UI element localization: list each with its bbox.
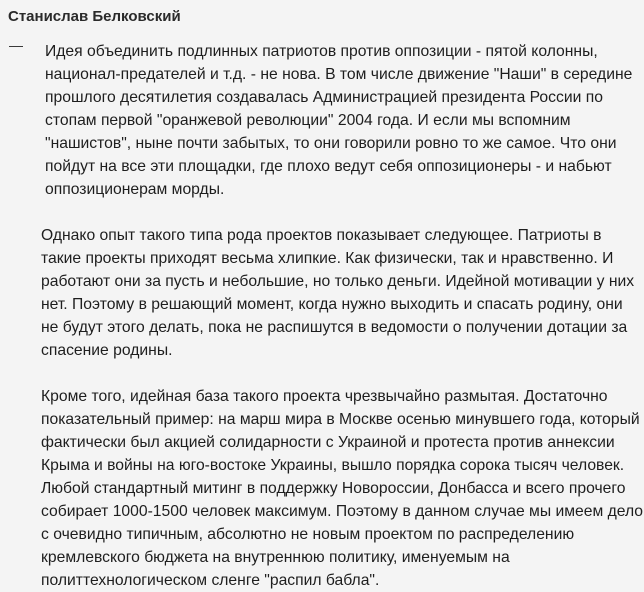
paragraph-1: Идея объединить подлинных патриотов против оппозиции - пятой колонны, национал-предателей и т.д. - не нова. В том числе движение "Наши" в середине прошлого десятилетия создавалась Администрацией президента России по стопам первой "оранжевой революции" 2004 года. И если мы вспомним "нашистов", ныне почти забытых, то они говорили ровно то же самое. Что они пойдут на все эти площадки, где плохо ведут себя оппозиционеры - и набьют оппозиционерам морды. [45, 43, 633, 198]
paragraph-3: Кроме того, идейная база такого проекта чрезвычайно размытая. Достаточно показательный пример: на марш мира в Москве осенью минувшего года, который фактически был акцией солидарности с Украиной и протеста против аннексии Крыма и войны на юго-востоке Украины, вышло порядка сорока тысяч человек. Любой стандартный митинг в поддержку Новороссии, Донбасса и всего прочего собирает 1000-1500 человек максимум. Поэтому в данном случае мы имеем дело с очевидно типичным, абсолютно не новым проектом по распределению кремлевского бюджета на внутреннюю политику, именуемым на политтехнологическом сленге "распил бабла". [41, 388, 644, 589]
paragraph-2: Однако опыт такого типа рода проектов показывает следующее. Патриоты в такие проекты приходят весьма хлипкие. Как физически, так и нравственно. И работают они за пусть и небольшие, но только деньги. Идейной мотивации у них нет. Поэтому в решающий момент, когда нужно выходить и спасать родину, они не будут этого делать, пока не распишутся в ведомости о получении дотации за спасение родины. [41, 227, 635, 359]
quote-dash [9, 46, 23, 47]
quote-body [41, 40, 644, 592]
author-name: Станислав Белковский [8, 8, 181, 25]
